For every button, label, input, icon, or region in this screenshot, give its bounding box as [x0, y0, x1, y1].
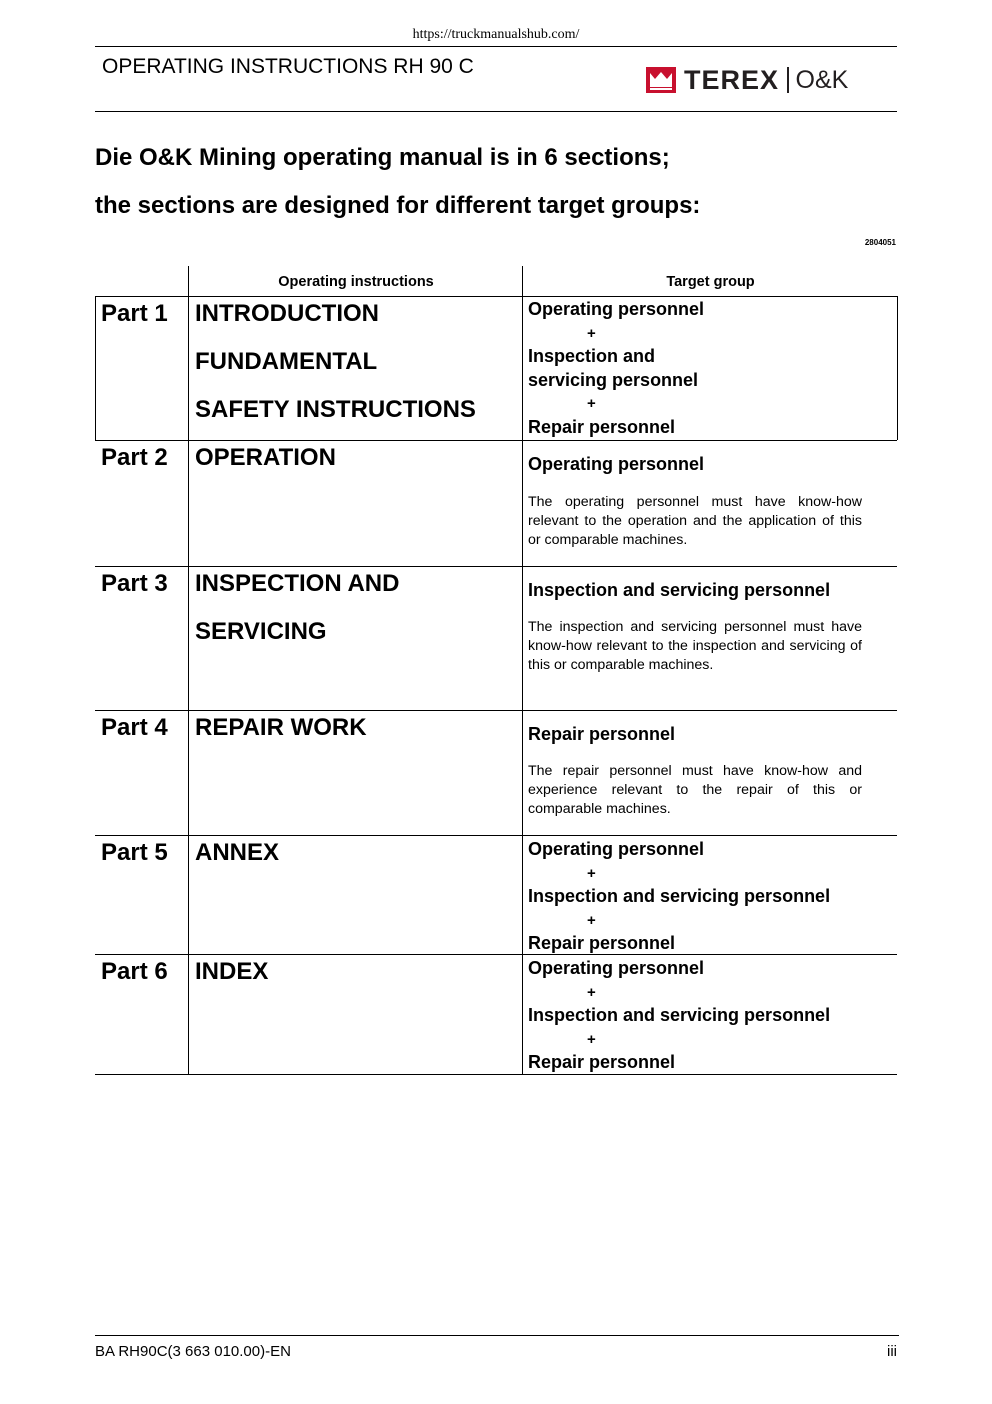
header-top-rule [95, 46, 897, 47]
part-title [195, 704, 367, 752]
part-title [195, 829, 279, 877]
part-title-line: INDEX [195, 958, 269, 985]
logo-separator [787, 67, 789, 93]
target-line: Repair personnel [528, 724, 676, 744]
target-line: Operating personnel [528, 454, 705, 474]
target-line: Inspection and [528, 346, 656, 366]
target-description: The operating personnel must have know-how relevant to the operation and the application of this or comparable machines. [528, 494, 862, 548]
part-label: Part 1 [101, 300, 168, 327]
part-title-line: SAFETY INSTRUCTIONS [195, 396, 476, 423]
part-label: Part 2 [101, 444, 168, 471]
document-number: 2804051 [864, 238, 896, 247]
footer-doc-ref: BA RH90C(3 663 010.00)-EN [95, 1343, 291, 1360]
target-line: Inspection and servicing personnel [528, 580, 831, 600]
target-plus: + [587, 395, 596, 412]
part-title-line: INSPECTION AND [195, 570, 400, 597]
logo-brand-text: TEREX [684, 64, 780, 95]
part-title-line: FUNDAMENTAL [195, 348, 378, 375]
document-title: OPERATING INSTRUCTIONS RH 90 C [102, 55, 474, 78]
target-plus: + [587, 1030, 596, 1048]
table-part1-left-border [95, 296, 96, 440]
part-title [195, 434, 336, 482]
footer-rule [95, 1335, 899, 1336]
target-description: The repair personnel must have know-how and experience relevant to the repair of this or comparable machines. [528, 763, 862, 817]
target-line: Inspection and servicing personnel [528, 886, 831, 906]
part-title [195, 560, 399, 656]
target-line: servicing personnel [528, 369, 699, 390]
target-line: Inspection and servicing personnel [528, 1005, 831, 1025]
target-line: Operating personnel [528, 958, 705, 978]
header-bottom-rule [95, 111, 897, 112]
target-description: The inspection and servicing personnel must have know-how relevant to the inspection and servicing of this or comparable machines. [528, 619, 862, 673]
part-label: Part 4 [101, 714, 168, 741]
target-group [528, 453, 704, 477]
part-title-line: SERVICING [195, 618, 327, 645]
target-group [528, 723, 675, 747]
intro-heading-line-1: Die O&K Mining operating manual is in 6 sections; [95, 144, 670, 171]
target-group [528, 957, 830, 1075]
part-title-line: REPAIR WORK [195, 714, 367, 741]
target-line: Repair personnel [528, 933, 676, 953]
table-part1-right-border [897, 296, 898, 440]
terex-ok-logo [646, 65, 896, 95]
intro-heading-line-2: the sections are designed for different target groups: [95, 192, 701, 219]
footer-page-number: iii [887, 1343, 897, 1360]
part-title [195, 290, 476, 434]
target-line: Repair personnel [528, 416, 676, 437]
target-group [528, 579, 830, 603]
target-line: Operating personnel [528, 839, 705, 859]
source-url[interactable]: https://truckmanualshub.com/ [412, 27, 580, 42]
target-group [528, 838, 830, 956]
part-title-line: OPERATION [195, 444, 336, 471]
table-divider-col2 [522, 266, 523, 1074]
target-plus: + [587, 864, 596, 882]
part-label: Part 5 [101, 839, 168, 866]
target-plus: + [587, 983, 596, 1001]
column-header-target-group: Target group [666, 274, 755, 290]
target-plus: + [587, 911, 596, 929]
part-title-line: INTRODUCTION [195, 300, 379, 327]
part-title-line: ANNEX [195, 839, 280, 866]
table-divider-col1 [188, 266, 189, 1074]
logo-sub-text: O&K [795, 65, 849, 94]
part-title [195, 948, 268, 996]
target-group [528, 298, 704, 439]
target-plus: + [587, 324, 596, 342]
part-label: Part 6 [101, 958, 168, 985]
target-line: Repair personnel [528, 1052, 676, 1072]
column-header-instructions: Operating instructions [278, 274, 434, 290]
terex-crown-icon [646, 67, 676, 93]
target-line: Operating personnel [528, 299, 705, 319]
part-label: Part 3 [101, 570, 168, 597]
